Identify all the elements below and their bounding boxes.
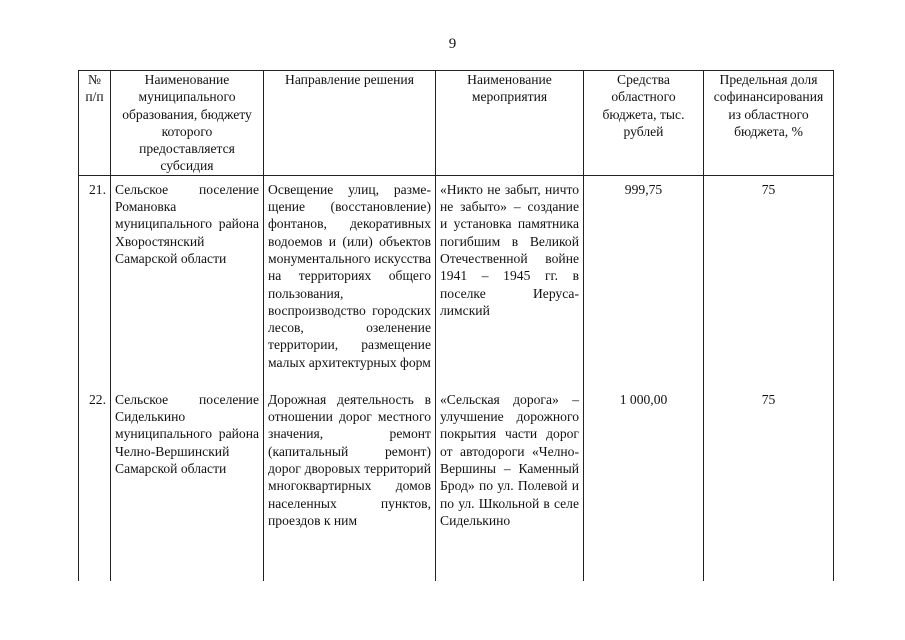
event-cell: «Никто не забыт, ничто не забыто» – создание и установка памятника погибшим в Великой Отечественной войне 1941 – 1945 гг. в поселке Иерусалимский	[436, 175, 584, 386]
municipality-cell: Сельское поселение Сиделькино муниципального района Челно-Вершинский Самарской области	[111, 386, 264, 581]
subsidy-table	[78, 70, 834, 581]
municipality-cell: Сельское поселение Романовка муниципального района Хворостянский Самарской области	[111, 175, 264, 386]
table-row	[79, 386, 834, 581]
header-number: № п/п	[79, 71, 111, 176]
budget-cell: 1 000,00	[584, 386, 704, 581]
share-cell: 75	[704, 386, 834, 581]
table-row	[79, 175, 834, 386]
share-cell: 75	[704, 175, 834, 386]
header-budget: Средства областного бюджета, тыс. рублей	[584, 71, 704, 176]
event-cell: «Сельская дорога» – улучшение дорожного покрытия части дорог от автодороги «Челно-Вершины – Каменный Брод» по ул. Полевой и по ул. Школьной в селе Сиделькино	[436, 386, 584, 581]
header-municipality: Наименование муниципального образования, бюджету которого предоставляется субсидия	[111, 71, 264, 176]
direction-cell: Освещение улиц, размещение (восстановление) фонтанов, декоративных водоемов и (или) объектов монументального искусства на территориях общего пользования, воспроизводство городских лесов, озеленение территории, размещение малых архитектурных форм	[264, 175, 436, 386]
table-header-row	[79, 71, 834, 176]
budget-cell: 999,75	[584, 175, 704, 386]
row-number: 21.	[79, 175, 111, 386]
row-number: 22.	[79, 386, 111, 581]
header-share: Предельная доля софинансирования из областного бюджета, %	[704, 71, 834, 176]
page-number: 9	[448, 36, 457, 52]
header-direction: Направление решения	[264, 71, 436, 176]
header-event: Наименование мероприятия	[436, 71, 584, 176]
direction-cell: Дорожная деятельность в отношении дорог местного значения, ремонт (капитальный ремонт) дорог дворовых территорий многоквартирных домов населенных пунктов, проездов к ним	[264, 386, 436, 581]
